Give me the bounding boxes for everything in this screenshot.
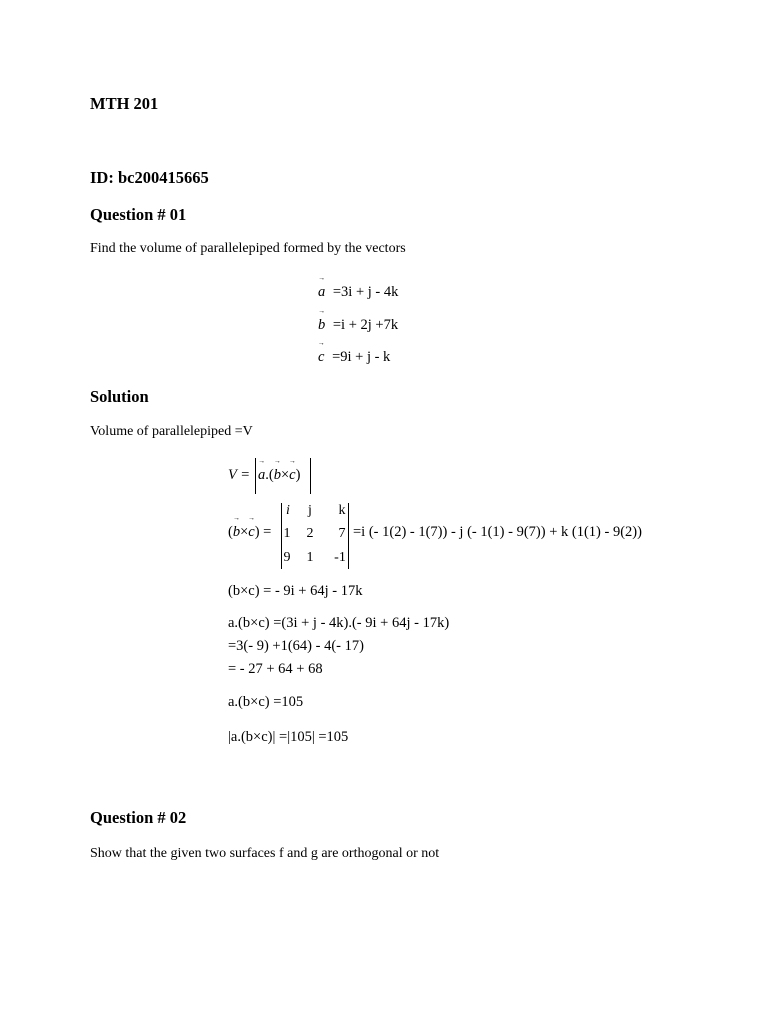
bxc-label: (→ b×→ c) = <box>228 524 271 541</box>
det-cell-r2c3: 7 <box>338 526 346 541</box>
absolute-volume-result: |a.(b×c)| =|105| =105 <box>228 729 349 745</box>
det-cell-r3c3: -1 <box>334 550 346 565</box>
dot-product-step-2: = - 27 + 64 + 68 <box>228 661 323 677</box>
abs-bar-right <box>310 458 311 494</box>
dot-product-result: a.(b×c) =105 <box>228 694 304 710</box>
bxc-result: (b×c) = - 9i + 64j - 17k <box>228 583 363 599</box>
solution-title: Solution <box>90 387 149 406</box>
solution-intro: Volume of parallelepiped =V <box>90 424 253 439</box>
volume-lhs: V = <box>228 467 251 483</box>
vector-a-expression: =3i + j - 4k <box>332 284 399 300</box>
det-cell-r3c1: 9 <box>283 550 291 565</box>
vector-b-symbol: → b <box>318 317 325 334</box>
det-cell-r1c2: j <box>308 503 312 518</box>
dot-product-setup: a.(b×c) =(3i + j - 4k).(- 9i + 64j - 17k) <box>228 615 450 631</box>
vector-a-symbol: → a <box>318 284 325 301</box>
det-cell-r1c3: k <box>338 503 346 518</box>
det-cell-r3c2: 1 <box>306 550 314 565</box>
question-1-prompt: Find the volume of parallelepiped formed by the vectors <box>90 241 406 256</box>
triple-product-expression: → a.(→ b×→ c) <box>258 467 300 484</box>
vector-c-expression: =9i + j - k <box>332 349 391 365</box>
determinant-expansion: =i (- 1(2) - 1(7)) - j (- 1(1) - 9(7)) + k (1(1) - 9(2)) <box>353 524 642 540</box>
det-cell-r1c1: i <box>286 503 290 518</box>
dot-product-step-1: =3(- 9) +1(64) - 4(- 17) <box>228 638 364 654</box>
question-2-title: Question # 02 <box>90 808 187 827</box>
vector-c-definition <box>318 349 390 366</box>
question-2-prompt: Show that the given two surfaces f and g are orthogonal or not <box>90 846 440 861</box>
question-1-title: Question # 01 <box>90 205 187 224</box>
course-title: MTH 201 <box>90 94 159 113</box>
volume-definition <box>228 467 250 484</box>
student-id: ID: bc200415665 <box>90 168 209 187</box>
det-cell-r2c1: 1 <box>283 526 291 541</box>
abs-bar-left <box>255 458 256 494</box>
vector-b-expression: =i + 2j +7k <box>332 317 399 333</box>
vector-c-symbol: → c <box>318 349 324 366</box>
det-cell-r2c2: 2 <box>306 526 314 541</box>
vector-b-definition <box>318 317 398 334</box>
vector-a-definition <box>318 284 398 301</box>
